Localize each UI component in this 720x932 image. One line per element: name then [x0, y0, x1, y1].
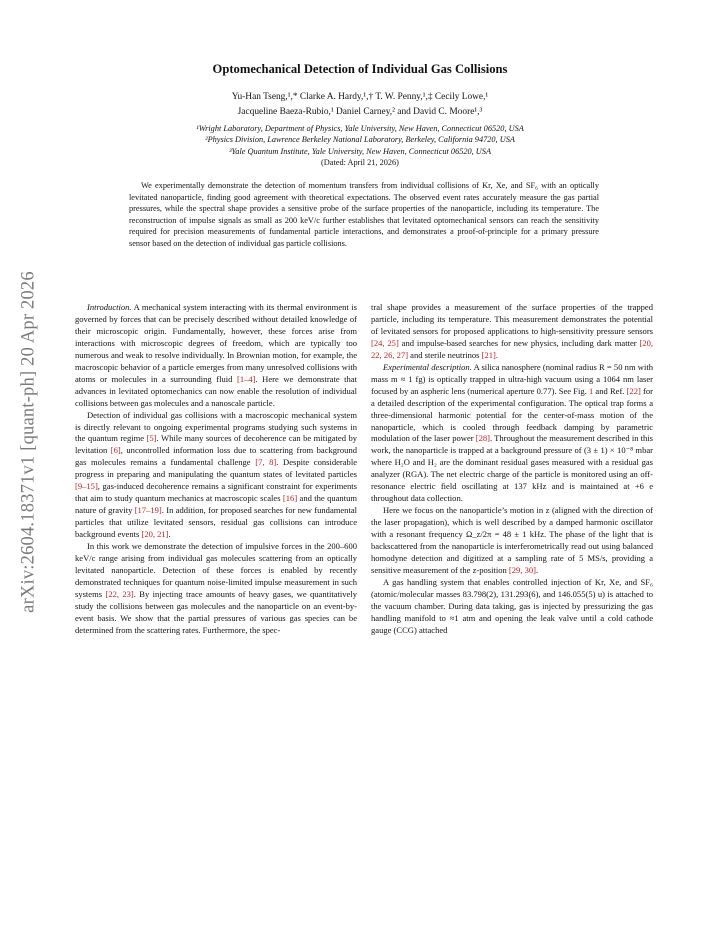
text-run: . Throughout the measurement described in this work, the nanoparticle is trapped at a background pressure of (3 ± 1) × 10⁻⁸ mbar where H₂O and H₂ are the dominant residual gases measured with a residual gas analyzer (RGA). The net electric charge of the particle is monitored using an off-resonance electric field oscillating at 137 kHz and is maintained at +6 e throughout data collection.: [371, 433, 653, 504]
text-run: . Despite considerable progress in preparing and manipulating the quantum states of levitated particles: [75, 457, 357, 480]
citation-link[interactable]: [20, 21]: [141, 529, 169, 540]
text-run: for a detailed description of the experimental configuration. The optical trap forms a three-dimensional harmonic potential for the center-of-mass motion of the nanoparticle, which is cooled through feedback damping by parametric modulation of the laser power: [371, 385, 653, 444]
authors-line-1: Yu-Han Tseng,¹,* Clarke A. Hardy,¹,† T. W. Penny,¹,‡ Cecily Lowe,¹: [231, 92, 489, 102]
citation-link[interactable]: [24, 25]: [371, 337, 399, 348]
citation-link[interactable]: [6]: [110, 445, 121, 456]
text-run: and impulse-based searches for new physics, including dark matter: [398, 337, 640, 348]
affiliations: [0, 123, 720, 169]
text-run: . While many sources of decoherence can be mitigated by levitation: [75, 433, 357, 456]
citation-link[interactable]: [20, 22, 26, 27]: [371, 337, 653, 360]
section-heading-introduction: Introduction.: [87, 302, 132, 312]
figure-link[interactable]: 1: [588, 385, 594, 396]
text-run: A mechanical system interacting with its thermal environment is governed by forces that can be precisely described without detailed knowledge of their microscopic origin. Fundamentally, however, these forces arise from interactions with microscopic degrees of freedom, which are typically too numerous and weak to resolve individually. In Brownian motion, for example, the macroscopic behavior of a particle emerges from many unresolved collisions with atoms or molecules in a surrounding fluid: [75, 302, 357, 384]
paragraph: [75, 410, 357, 541]
dated-line: (Dated: April 21, 2026): [321, 158, 399, 168]
text-run: A gas handling system that enables controlled injection of Kr, Xe, and SF₆ (atomic/molecular masses 83.798(2), 131.293(6), and 146.055(5) u) is attached to the vacuum chamber. During data taking, gas is injected by pressurizing the gas handling manifold to ≈1 atm and opening the leak valve until a cold cathode gauge (CCG) attached: [371, 576, 653, 635]
paragraph: [371, 505, 653, 577]
citation-link[interactable]: [17–19]: [134, 505, 162, 516]
text-run: Here we focus on the nanoparticle’s motion in z (aligned with the direction of the laser propagation), which is well described by a damped harmonic oscillator with a resonant frequency Ω_z/2π = 48 ± 1 kHz. The phase of the light that is backscattered from the nanoparticle is interferometrically read out using balanced homodyne detection and digitized at a sampling rate of 5 MS/s, providing a sensitive measurement of the z-position: [371, 505, 653, 575]
abstract: We experimentally demonstrate the detection of momentum transfers from individual collisions of Kr, Xe, and SF₆ with an optically levitated nanoparticle, finding good agreement with theoretical expectations. The observed event rates accurately measure the gas partial pressures, while the spectral shape provides a sensitive probe of the surface properties of the nanoparticle, including its temperature. The reconstruction of impulse signals as small as 200 keV/c further establishes that levitated optomechanical sensors can reach the sensitivity required for precision measurements of fundamental particle interactions, and demonstrates a proof-of-principle for a primary pressure sensor based on the detection of individual gas particle collisions.: [129, 181, 599, 248]
text-run: In this work we demonstrate the detection of impulsive forces in the 200–600 keV/c range arising from individual gas molecules scattering from an optically levitated nanoparticle. Detection of these forces is enabled by recently demonstrated techniques for quantum noise-limited impulse measurement in such systems: [75, 541, 357, 599]
affiliation-3: ³Yale Quantum Institute, Yale University, New Haven, Connecticut 06520, USA: [228, 146, 492, 156]
authors-line-2: Jacqueline Baeza-Rubio,¹ Daniel Carney,² and David C. Moore¹,³: [237, 106, 483, 117]
paper-title: Optomechanical Detection of Individual Gas Collisions: [212, 62, 508, 76]
citation-link[interactable]: [28]: [475, 433, 490, 444]
arxiv-stamp: arXiv:2604.18371v1 [quant-ph] 20 Apr 2026: [18, 271, 39, 613]
text-run: .: [535, 564, 539, 575]
text-run: . In addition, for proposed searches for new fundamental particles that utilize levitated sensors, residual gas collisions can introduce background events: [75, 505, 357, 540]
author-list: [0, 90, 720, 119]
text-run: . By injecting trace amounts of heavy gases, we quantitatively study the collisions between gas molecules and the nanoparticle on an event-by-event basis. We show that the partial pressures of various gas species can be determined from the scattering rates. Furthermore, the spec-: [75, 588, 357, 635]
paragraph-experimental-description: [371, 362, 653, 505]
text-run: and the quantum nature of gravity: [75, 493, 357, 516]
text-run: A silica nanosphere (nominal radius R = 50 nm with mass m ≈ 1 fg) is optically trapped in ultra-high vacuum using a 1064 nm laser focused by an aspheric lens (numerical aperture 0.77). See Fig.: [371, 361, 653, 396]
paragraph: [75, 541, 357, 637]
paragraph-introduction: [75, 302, 357, 410]
text-run: . Here we demonstrate that advances in levitated optomechanics can now enable the resolution of individual collisions between gas molecules and a nanoscale particle.: [75, 373, 357, 408]
left-column: [75, 302, 357, 637]
citation-link[interactable]: [5]: [146, 433, 157, 444]
citation-link[interactable]: [1–4]: [236, 373, 256, 384]
text-run: and sterile neutrinos: [408, 349, 482, 360]
section-heading-experimental: Experimental description.: [383, 361, 472, 372]
affiliation-1: ¹Wright Laboratory, Department of Physics, Yale University, New Haven, Connecticut 06520, USA: [196, 124, 524, 133]
text-run: .: [495, 349, 499, 360]
citation-link[interactable]: [21]: [481, 349, 496, 360]
text-run: , gas-induced decoherence remains a significant constraint for experiments that aim to study quantum mechanics at macroscopic scales: [75, 481, 357, 504]
citation-link[interactable]: [22, 23]: [105, 588, 134, 599]
text-run: tral shape provides a measurement of the surface properties of the trapped particle, including its temperature. This measurement demonstrates the potential of levitated sensors for proposed applications to high-sensitivity pressure sensors: [371, 302, 653, 336]
right-column: [371, 302, 653, 637]
citation-link[interactable]: [29, 30]: [508, 564, 536, 575]
text-run: , uncontrolled information loss due to scattering from background gas molecules remains a fundamental challenge: [75, 445, 357, 468]
citation-link[interactable]: [9–15]: [75, 481, 98, 492]
text-run: .: [168, 529, 171, 540]
citation-link[interactable]: [7, 8]: [255, 457, 277, 468]
citation-link[interactable]: [16]: [282, 493, 298, 504]
paragraph: [371, 302, 653, 362]
citation-link[interactable]: [22]: [626, 385, 641, 396]
text-run: Detection of individual gas collisions with a macroscopic mechanical system is directly relevant to ongoing experimental programs studying such systems in the quantum regime: [75, 409, 357, 444]
affiliation-2: ²Physics Division, Lawrence Berkeley National Laboratory, Berkeley, California 94720, USA: [205, 135, 515, 145]
paragraph: [371, 577, 653, 637]
text-run: and Ref.: [593, 385, 627, 396]
